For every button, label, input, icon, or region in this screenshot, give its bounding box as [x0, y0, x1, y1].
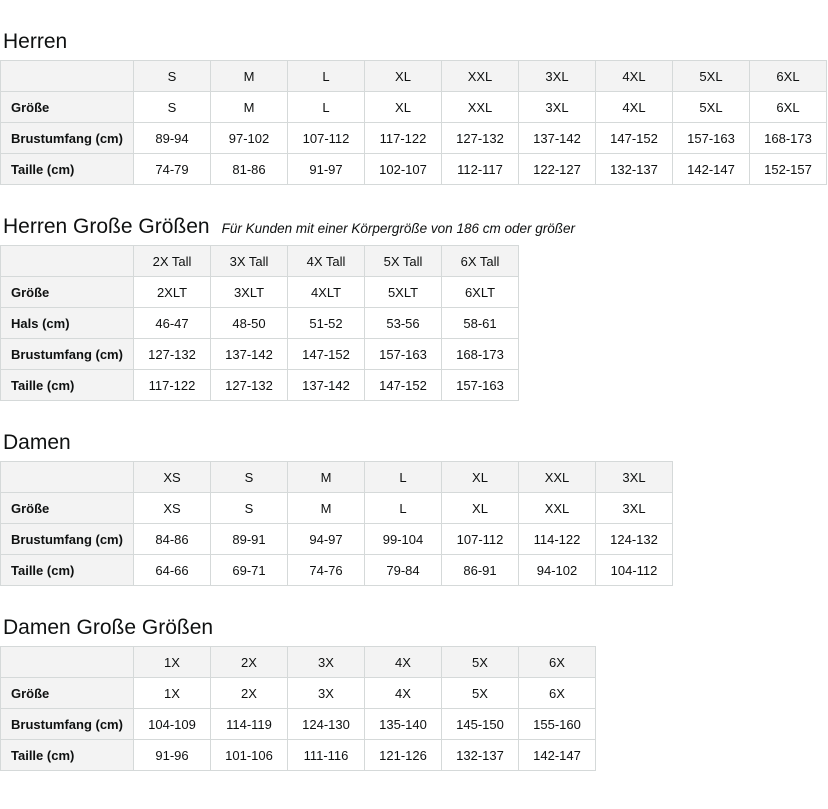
data-cell: 127-132: [134, 339, 211, 370]
section-title: Damen Große Größen: [3, 616, 214, 639]
data-cell: S: [134, 92, 211, 123]
data-cell: 46-47: [134, 308, 211, 339]
section-herren-grosse-groessen: [0, 214, 828, 401]
data-cell: 112-117: [442, 154, 519, 185]
data-cell: 4X: [365, 678, 442, 709]
row-label-cell: Brustumfang (cm): [1, 123, 134, 154]
data-cell: 69-71: [211, 555, 288, 586]
data-cell: 147-152: [365, 370, 442, 401]
data-cell: 91-97: [288, 154, 365, 185]
column-header-cell: 3X: [288, 647, 365, 678]
table-row: [1, 370, 519, 401]
data-cell: 84-86: [134, 524, 211, 555]
data-cell: 111-116: [288, 740, 365, 771]
row-label-cell: Hals (cm): [1, 308, 134, 339]
column-header-cell: XXL: [442, 61, 519, 92]
table-row: [1, 524, 673, 555]
section-note: Für Kunden mit einer Körpergröße von 186 cm oder größer: [221, 221, 575, 236]
row-label-cell: Größe: [1, 678, 134, 709]
data-cell: 121-126: [365, 740, 442, 771]
column-header-cell: 6X: [519, 647, 596, 678]
column-header-cell: 3X Tall: [211, 246, 288, 277]
data-cell: 145-150: [442, 709, 519, 740]
section-damen-grosse-groessen: [0, 615, 828, 771]
column-header-cell: 3XL: [519, 61, 596, 92]
data-cell: 6XL: [750, 92, 827, 123]
column-header-cell: S: [211, 462, 288, 493]
data-cell: 79-84: [365, 555, 442, 586]
column-header-cell: L: [365, 462, 442, 493]
data-cell: 6XLT: [442, 277, 519, 308]
size-chart-page: [0, 29, 828, 771]
data-cell: 168-173: [442, 339, 519, 370]
column-header-cell: XL: [442, 462, 519, 493]
column-header-cell: M: [211, 61, 288, 92]
column-header-cell: 1X: [134, 647, 211, 678]
row-label-cell: Brustumfang (cm): [1, 524, 134, 555]
row-label-cell: Taille (cm): [1, 555, 134, 586]
corner-cell: [1, 61, 134, 92]
table-row: [1, 154, 827, 185]
data-cell: 3XL: [519, 92, 596, 123]
data-cell: 94-97: [288, 524, 365, 555]
data-cell: M: [288, 493, 365, 524]
data-cell: 152-157: [750, 154, 827, 185]
size-table-damen: [0, 461, 673, 586]
data-cell: 107-112: [442, 524, 519, 555]
column-header-cell: S: [134, 61, 211, 92]
column-header-cell: XS: [134, 462, 211, 493]
data-cell: 5X: [442, 678, 519, 709]
data-cell: 86-91: [442, 555, 519, 586]
data-cell: 51-52: [288, 308, 365, 339]
data-cell: 53-56: [365, 308, 442, 339]
data-cell: 124-132: [596, 524, 673, 555]
size-table-damen-grosse-groessen: [0, 646, 596, 771]
data-cell: 107-112: [288, 123, 365, 154]
table-row: [1, 308, 519, 339]
table-header-row: [1, 246, 519, 277]
data-cell: 147-152: [288, 339, 365, 370]
column-header-cell: 4X: [365, 647, 442, 678]
data-cell: 1X: [134, 678, 211, 709]
column-header-cell: 2X Tall: [134, 246, 211, 277]
corner-cell: [1, 647, 134, 678]
data-cell: 91-96: [134, 740, 211, 771]
data-cell: L: [288, 92, 365, 123]
data-cell: 4XL: [596, 92, 673, 123]
data-cell: 4XLT: [288, 277, 365, 308]
data-cell: 99-104: [365, 524, 442, 555]
column-header-cell: XXL: [519, 462, 596, 493]
column-header-cell: 5X Tall: [365, 246, 442, 277]
section-title: Damen: [3, 431, 71, 454]
table-row: [1, 123, 827, 154]
column-header-cell: 6XL: [750, 61, 827, 92]
row-label-cell: Taille (cm): [1, 740, 134, 771]
data-cell: 168-173: [750, 123, 827, 154]
data-cell: 48-50: [211, 308, 288, 339]
table-row: [1, 555, 673, 586]
column-header-cell: L: [288, 61, 365, 92]
data-cell: 114-122: [519, 524, 596, 555]
data-cell: 5XLT: [365, 277, 442, 308]
section-heading: [0, 615, 828, 640]
row-label-cell: Taille (cm): [1, 154, 134, 185]
data-cell: 3X: [288, 678, 365, 709]
data-cell: 137-142: [211, 339, 288, 370]
table-row: [1, 740, 596, 771]
section-title: Herren: [3, 30, 68, 53]
data-cell: 157-163: [442, 370, 519, 401]
section-heading: [0, 214, 828, 239]
row-label-cell: Brustumfang (cm): [1, 709, 134, 740]
data-cell: 142-147: [519, 740, 596, 771]
data-cell: M: [211, 92, 288, 123]
section-title: Herren Große Größen: [3, 215, 210, 238]
data-cell: 74-76: [288, 555, 365, 586]
data-cell: L: [365, 493, 442, 524]
column-header-cell: XL: [365, 61, 442, 92]
data-cell: 104-109: [134, 709, 211, 740]
data-cell: S: [211, 493, 288, 524]
row-label-cell: Größe: [1, 92, 134, 123]
data-cell: 3XL: [596, 493, 673, 524]
table-header-row: [1, 462, 673, 493]
column-header-cell: 5X: [442, 647, 519, 678]
data-cell: 2X: [211, 678, 288, 709]
row-label-cell: Taille (cm): [1, 370, 134, 401]
table-row: [1, 493, 673, 524]
data-cell: 132-137: [442, 740, 519, 771]
data-cell: 147-152: [596, 123, 673, 154]
column-header-cell: 2X: [211, 647, 288, 678]
data-cell: 5XL: [673, 92, 750, 123]
data-cell: 142-147: [673, 154, 750, 185]
data-cell: 89-94: [134, 123, 211, 154]
data-cell: 137-142: [288, 370, 365, 401]
row-label-cell: Brustumfang (cm): [1, 339, 134, 370]
data-cell: XS: [134, 493, 211, 524]
data-cell: 135-140: [365, 709, 442, 740]
data-cell: 97-102: [211, 123, 288, 154]
data-cell: 58-61: [442, 308, 519, 339]
table-header-row: [1, 647, 596, 678]
column-header-cell: 6X Tall: [442, 246, 519, 277]
data-cell: 94-102: [519, 555, 596, 586]
data-cell: 155-160: [519, 709, 596, 740]
data-cell: 127-132: [442, 123, 519, 154]
data-cell: 137-142: [519, 123, 596, 154]
table-row: [1, 277, 519, 308]
data-cell: XXL: [442, 92, 519, 123]
size-table-herren-grosse-groessen: [0, 245, 519, 401]
data-cell: 3XLT: [211, 277, 288, 308]
table-row: [1, 709, 596, 740]
data-cell: XL: [365, 92, 442, 123]
data-cell: 2XLT: [134, 277, 211, 308]
data-cell: 132-137: [596, 154, 673, 185]
data-cell: 81-86: [211, 154, 288, 185]
table-header-row: [1, 61, 827, 92]
table-row: [1, 92, 827, 123]
corner-cell: [1, 246, 134, 277]
data-cell: 101-106: [211, 740, 288, 771]
data-cell: 114-119: [211, 709, 288, 740]
section-heading: [0, 430, 828, 455]
data-cell: 64-66: [134, 555, 211, 586]
data-cell: 157-163: [365, 339, 442, 370]
data-cell: 124-130: [288, 709, 365, 740]
data-cell: 104-112: [596, 555, 673, 586]
row-label-cell: Größe: [1, 277, 134, 308]
section-damen: [0, 430, 828, 586]
data-cell: 6X: [519, 678, 596, 709]
table-row: [1, 678, 596, 709]
data-cell: 74-79: [134, 154, 211, 185]
column-header-cell: 4XL: [596, 61, 673, 92]
data-cell: XL: [442, 493, 519, 524]
data-cell: XXL: [519, 493, 596, 524]
data-cell: 117-122: [134, 370, 211, 401]
column-header-cell: 5XL: [673, 61, 750, 92]
data-cell: 117-122: [365, 123, 442, 154]
data-cell: 89-91: [211, 524, 288, 555]
size-table-herren: [0, 60, 827, 185]
data-cell: 127-132: [211, 370, 288, 401]
column-header-cell: 3XL: [596, 462, 673, 493]
section-herren: [0, 29, 828, 185]
data-cell: 122-127: [519, 154, 596, 185]
table-row: [1, 339, 519, 370]
column-header-cell: 4X Tall: [288, 246, 365, 277]
corner-cell: [1, 462, 134, 493]
data-cell: 157-163: [673, 123, 750, 154]
data-cell: 102-107: [365, 154, 442, 185]
row-label-cell: Größe: [1, 493, 134, 524]
column-header-cell: M: [288, 462, 365, 493]
section-heading: [0, 29, 828, 54]
